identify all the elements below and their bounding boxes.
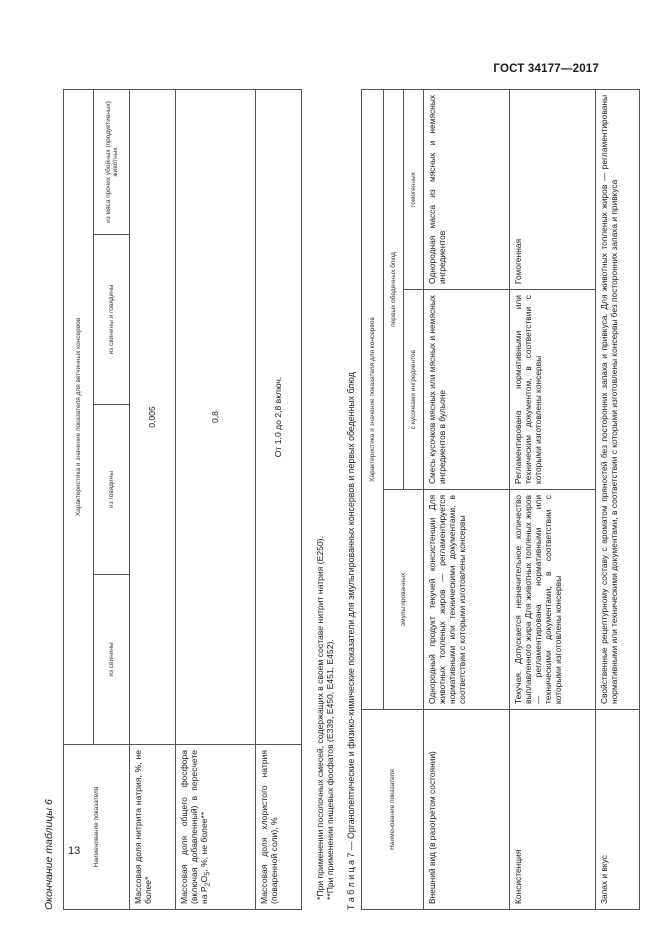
table6-continuation-title: Окончание таблицы 6 xyxy=(43,799,55,910)
t6-row-phosphorus-name: Массовая доля общего фосфора (включая добавленный) в пересчете на $P_2O_5$, %, не более** xyxy=(176,745,256,910)
t7-row-consistency-pieces: Регламентирована нормативными или техническим документом, в соответствии с которыми изготовлены консервы xyxy=(510,290,596,490)
t6-row-phosphorus-value: 0,8 xyxy=(176,90,256,745)
page-number: 13 xyxy=(68,845,81,857)
t6-row-salt-value: От 1,0 до 2,8 включ. xyxy=(256,90,302,745)
t7-row-appearance-emulsified: Однородный продукт текучей консистенции Для животных топленых жиров — регламентируется нормативными или техническими документами, в соответствии с которыми изготовлены консервы xyxy=(424,490,510,710)
t6-row-nitrite-name: Массовая доля нитрита натрия, %, не более* xyxy=(130,745,176,910)
table-row xyxy=(510,89,596,909)
t6-group-header: Характеристика и значение показателя для ветчинных консервов xyxy=(64,90,94,745)
footnote: **При применении пищевых фосфатов (E339, E450, E451, E452). xyxy=(325,639,335,900)
t7-row-taste-name: Запах и вкус xyxy=(596,710,640,910)
t6-row-nitrite-value: 0,005 xyxy=(130,90,176,745)
t7-col-emulsified: эмульгированных xyxy=(384,490,424,710)
footnote: *При применении посолочных смесей, содержащих в своем составе нитрит натрия (E250). xyxy=(315,536,325,900)
document-header: ГОСТ 34177—2017 xyxy=(493,63,599,75)
t7-col-homogen: гомогенных xyxy=(404,89,424,289)
table-row xyxy=(424,89,510,909)
table-row xyxy=(596,89,640,909)
footnotes xyxy=(315,536,335,900)
table-row xyxy=(176,90,256,910)
t6-col-other: из мяса прочих убойных (продуктивных) животных xyxy=(94,90,130,235)
t7-col-pieces: с кусочками ингредиентов xyxy=(404,290,424,490)
t7-name-header: Наименование показателя xyxy=(362,710,424,910)
t6-col-beef: из говядины xyxy=(94,405,130,575)
table-row xyxy=(256,90,302,910)
t7-row-consistency-emulsified: Текучая. Допускается незначительное количество выплавленного жира Для животных топленых жиров — регламентирована нормативными или техническими документами, в соответствии с которыми изготовлены консервы xyxy=(510,490,596,710)
t6-col-pork-beef: из свинины и говядины xyxy=(94,235,130,405)
t7-col-first-dishes: первых обеденных блюд xyxy=(384,89,404,489)
t7-row-appearance-homogen: Однородная масса из мясных и немясных ингредиентов xyxy=(424,89,510,289)
t6-name-header: Наименование показателя xyxy=(64,745,130,910)
t7-row-consistency-name: Консистенция xyxy=(510,710,596,910)
table-row xyxy=(130,90,176,910)
t7-row-appearance-name: Внешний вид (в разогретом состоянии) xyxy=(424,710,510,910)
t7-row-taste-value: Свойственные рецептурному составу с ароматом пряностей без посторонних запаха и привкуса. Для животных топленых жиров — регламентированы нормативными или техническими документами, в соответствии с которыми изготовлены консервы без посторонних запаха и привкуса xyxy=(596,89,640,709)
table7-title: Т а б л и ц а 7 — Органолептические и физико-химические показатели для эмульгированных консервов и первых обеденных блюд xyxy=(346,372,356,910)
table-6 xyxy=(63,89,302,910)
t6-row-salt-name: Массовая доля хлористого натрия (поваренной соли), % xyxy=(256,745,302,910)
t6-col-pork: из свинины xyxy=(94,575,130,745)
t7-row-consistency-homogen: Гомогенная xyxy=(510,89,596,289)
rotated-content xyxy=(43,90,619,910)
table-7 xyxy=(361,89,640,910)
t7-group-header: Характеристика и значение показателя для консервов xyxy=(362,89,384,709)
t7-row-appearance-pieces: Смесь кусочков мясных или мясных и немясных ингредиентов в бульоне xyxy=(424,290,510,490)
